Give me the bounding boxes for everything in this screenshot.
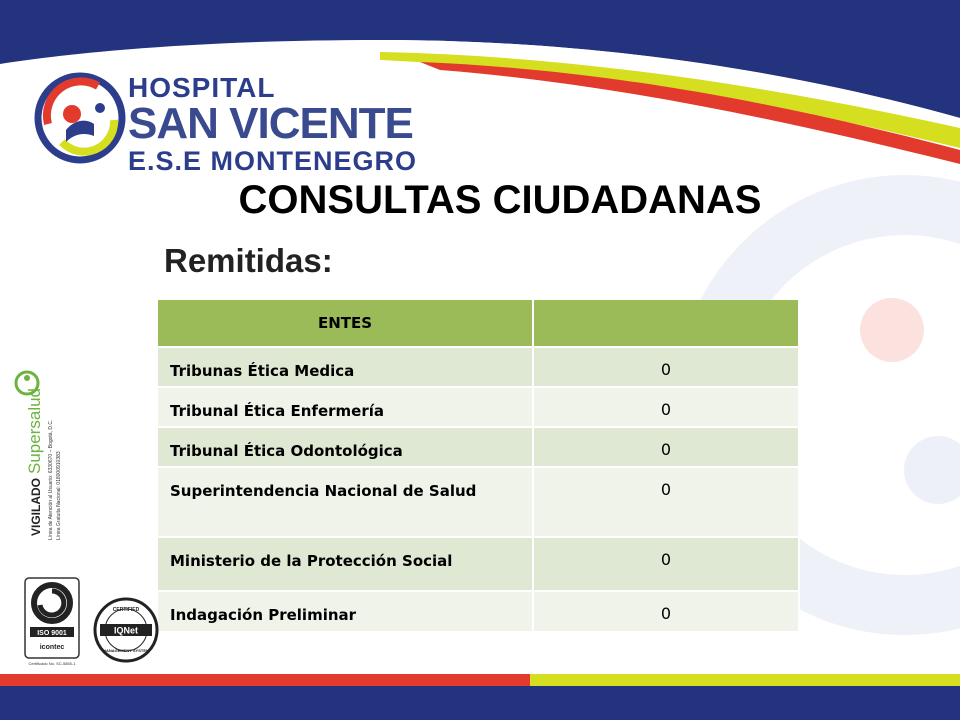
ente-name: Tribunal Ética Odontológica: [158, 427, 533, 467]
logo-line-hospital: HOSPITAL: [128, 72, 276, 103]
table-row: [158, 347, 799, 387]
supersalud-line2: Línea Gratuita Nacional: 018000910383: [56, 451, 62, 540]
table-header-entes: ENTES: [158, 300, 533, 347]
ente-name: Ministerio de la Protección Social: [158, 537, 533, 591]
ente-value: 0: [533, 387, 799, 427]
supersalud-line1: Línea de Atención al Usuario: 6330670 – Bogotá, D.C.: [48, 419, 54, 540]
table-header-value: [533, 300, 799, 347]
hospital-logo-text: [128, 74, 417, 175]
table-header-row: [158, 300, 799, 347]
hospital-logo-icon: [34, 72, 126, 164]
ente-name: Superintendencia Nacional de Salud: [158, 467, 533, 537]
supersalud-badge: [10, 360, 80, 560]
page-title: CONSULTAS CIUDADANAS: [238, 178, 762, 222]
vigilado-label: VIGILADO: [29, 477, 43, 536]
logo-line-ese-montenegro: E.S.E MONTENEGRO: [128, 146, 418, 176]
table-row: [158, 591, 799, 631]
iqnet-top-label: CERTIFIED: [112, 607, 140, 613]
iso-label: ISO 9001: [37, 630, 67, 637]
ente-value: 0: [533, 467, 799, 537]
table-row: [158, 467, 799, 537]
ente-value: 0: [533, 537, 799, 591]
ente-name: Tribunal Ética Enfermería: [158, 387, 533, 427]
entes-table: [158, 300, 800, 631]
icontec-label: icontec: [39, 644, 65, 651]
page-subtitle: Remitidas:: [164, 242, 333, 279]
logo-line-san-vicente: SAN VICENTE: [128, 99, 413, 148]
supersalud-text-block: [10, 360, 80, 560]
ente-name: Indagación Preliminar: [158, 591, 533, 631]
ente-value: 0: [533, 347, 799, 387]
ente-value: 0: [533, 591, 799, 631]
iso-cert-number: Certificado No. SC-5855-1: [28, 661, 76, 666]
iqnet-bottom-label: MANAGEMENT SYSTEM: [102, 648, 150, 653]
supersalud-brand: Supersalud: [25, 387, 44, 474]
table-row: [158, 427, 799, 467]
iqnet-certificate-icon: [92, 596, 160, 664]
iqnet-label: IQNet: [113, 625, 139, 636]
ente-value: 0: [533, 427, 799, 467]
iso-9001-certificate-icon: [24, 577, 80, 667]
table-row: [158, 387, 799, 427]
ente-name: Tribunas Ética Medica: [158, 347, 533, 387]
table-row: [158, 537, 799, 591]
